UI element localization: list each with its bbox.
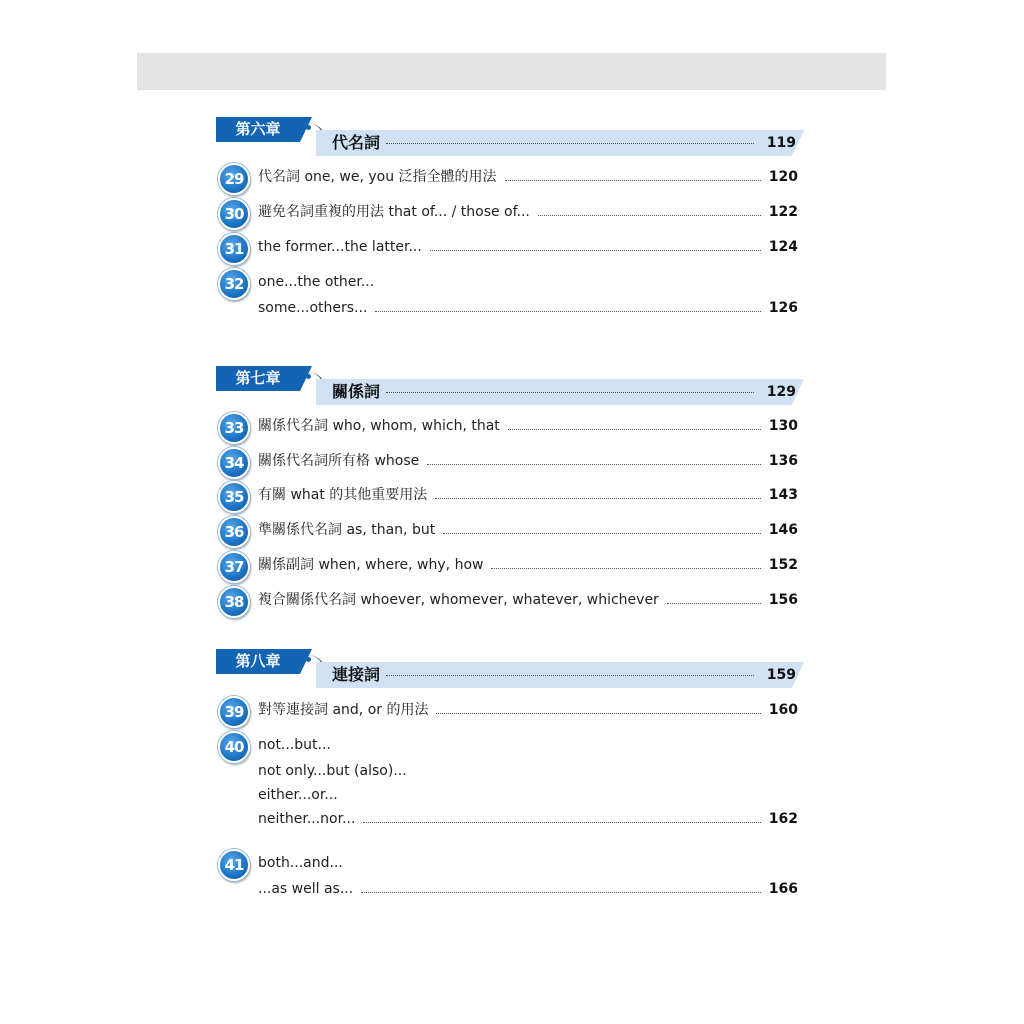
dot-leader bbox=[508, 429, 761, 430]
chapter-banner bbox=[216, 649, 806, 689]
entry-line[interactable] bbox=[258, 518, 798, 540]
entry-line[interactable] bbox=[258, 200, 798, 222]
entry-number-badge: 37 bbox=[218, 551, 250, 583]
chapter-label: 第七章 bbox=[216, 366, 300, 391]
entry-text: 代名詞 one, we, you 泛指全體的用法 bbox=[258, 169, 497, 185]
chapter-banner bbox=[216, 366, 806, 406]
entry-number-badge: 32 bbox=[218, 268, 250, 300]
entry-text: either...or... bbox=[258, 787, 338, 803]
entry-text: 有關 what 的其他重要用法 bbox=[258, 487, 428, 503]
entry-line[interactable] bbox=[258, 270, 798, 292]
entry-text: 複合關係代名詞 whoever, whomever, whatever, whichever bbox=[258, 592, 659, 608]
dot-leader bbox=[386, 143, 754, 144]
entry-line[interactable] bbox=[258, 851, 798, 873]
entry-page-number: 166 bbox=[768, 881, 798, 897]
chapter-label: 第八章 bbox=[216, 649, 300, 674]
entry-text: 避免名詞重複的用法 that of... / those of... bbox=[258, 204, 530, 220]
dot-leader bbox=[361, 892, 761, 893]
entry-text: one...the other... bbox=[258, 274, 375, 290]
entry-text: 關係代名詞所有格 whose bbox=[258, 453, 420, 469]
entry-page-number: 162 bbox=[768, 811, 798, 827]
entry-line[interactable] bbox=[258, 759, 798, 781]
dot-leader bbox=[443, 533, 761, 534]
entry-line[interactable] bbox=[258, 165, 798, 187]
entry-line[interactable] bbox=[258, 296, 798, 318]
entry-text: 關係代名詞 who, whom, which, that bbox=[258, 418, 500, 434]
entry-text: ...as well as... bbox=[258, 881, 354, 897]
chapter-title: 代名詞 bbox=[332, 133, 381, 152]
chapter-title: 連接詞 bbox=[332, 665, 381, 684]
chapter-page-number: 159 bbox=[766, 667, 796, 683]
entry-text: the former...the latter... bbox=[258, 239, 422, 255]
entry-number-badge: 40 bbox=[218, 731, 250, 763]
chapter-page-number: 129 bbox=[766, 384, 796, 400]
entry-text: 準關係代名詞 as, than, but bbox=[258, 522, 436, 538]
entry-text: not...but... bbox=[258, 737, 331, 753]
entry-text: both...and... bbox=[258, 855, 343, 871]
dot-leader bbox=[667, 603, 761, 604]
entry-number-badge: 30 bbox=[218, 198, 250, 230]
entry-text: 關係副詞 when, where, why, how bbox=[258, 557, 484, 573]
entry-page-number: 126 bbox=[768, 300, 798, 316]
dot-leader bbox=[363, 822, 760, 823]
dot-leader bbox=[386, 392, 754, 393]
entry-line[interactable] bbox=[258, 414, 798, 436]
entry-line[interactable] bbox=[258, 483, 798, 505]
chapter-title: 關係詞 bbox=[332, 382, 381, 401]
entry-text: some...others... bbox=[258, 300, 368, 316]
chapter-label: 第六章 bbox=[216, 117, 300, 142]
entry-page-number: 156 bbox=[768, 592, 798, 608]
entry-number-badge: 29 bbox=[218, 163, 250, 195]
dot-leader bbox=[427, 464, 761, 465]
entry-text: neither...nor... bbox=[258, 811, 356, 827]
dot-leader bbox=[386, 675, 754, 676]
entry-number-badge: 38 bbox=[218, 586, 250, 618]
entry-number-badge: 31 bbox=[218, 233, 250, 265]
entry-page-number: 130 bbox=[768, 418, 798, 434]
entry-page-number: 122 bbox=[768, 204, 798, 220]
chapter-page-number: 119 bbox=[766, 135, 796, 151]
entry-number-badge: 35 bbox=[218, 481, 250, 513]
entry-line[interactable] bbox=[258, 235, 798, 257]
entry-line[interactable] bbox=[258, 877, 798, 899]
dot-leader bbox=[505, 180, 761, 181]
entry-number-badge: 36 bbox=[218, 516, 250, 548]
entry-line[interactable] bbox=[258, 783, 798, 805]
entry-number-badge: 39 bbox=[218, 696, 250, 728]
entry-page-number: 152 bbox=[768, 557, 798, 573]
entry-line[interactable] bbox=[258, 807, 798, 829]
dot-leader bbox=[430, 250, 761, 251]
top-header-bar bbox=[137, 53, 886, 90]
entry-page-number: 146 bbox=[768, 522, 798, 538]
entry-line[interactable] bbox=[258, 733, 798, 755]
entry-line[interactable] bbox=[258, 698, 798, 720]
entry-page-number: 124 bbox=[768, 239, 798, 255]
entry-number-badge: 33 bbox=[218, 412, 250, 444]
dot-leader bbox=[436, 713, 760, 714]
entry-page-number: 160 bbox=[768, 702, 798, 718]
entry-page-number: 120 bbox=[768, 169, 798, 185]
dot-leader bbox=[375, 311, 760, 312]
entry-text: 對等連接詞 and, or 的用法 bbox=[258, 702, 429, 718]
entry-number-badge: 34 bbox=[218, 447, 250, 479]
entry-page-number: 143 bbox=[768, 487, 798, 503]
entry-text: not only...but (also)... bbox=[258, 763, 407, 779]
entry-number-badge: 41 bbox=[218, 849, 250, 881]
dot-leader bbox=[538, 215, 761, 216]
dot-leader bbox=[491, 568, 760, 569]
entry-line[interactable] bbox=[258, 553, 798, 575]
entry-line[interactable] bbox=[258, 449, 798, 471]
entry-line[interactable] bbox=[258, 588, 798, 610]
chapter-banner bbox=[216, 117, 806, 157]
dot-leader bbox=[435, 498, 760, 499]
entry-page-number: 136 bbox=[768, 453, 798, 469]
